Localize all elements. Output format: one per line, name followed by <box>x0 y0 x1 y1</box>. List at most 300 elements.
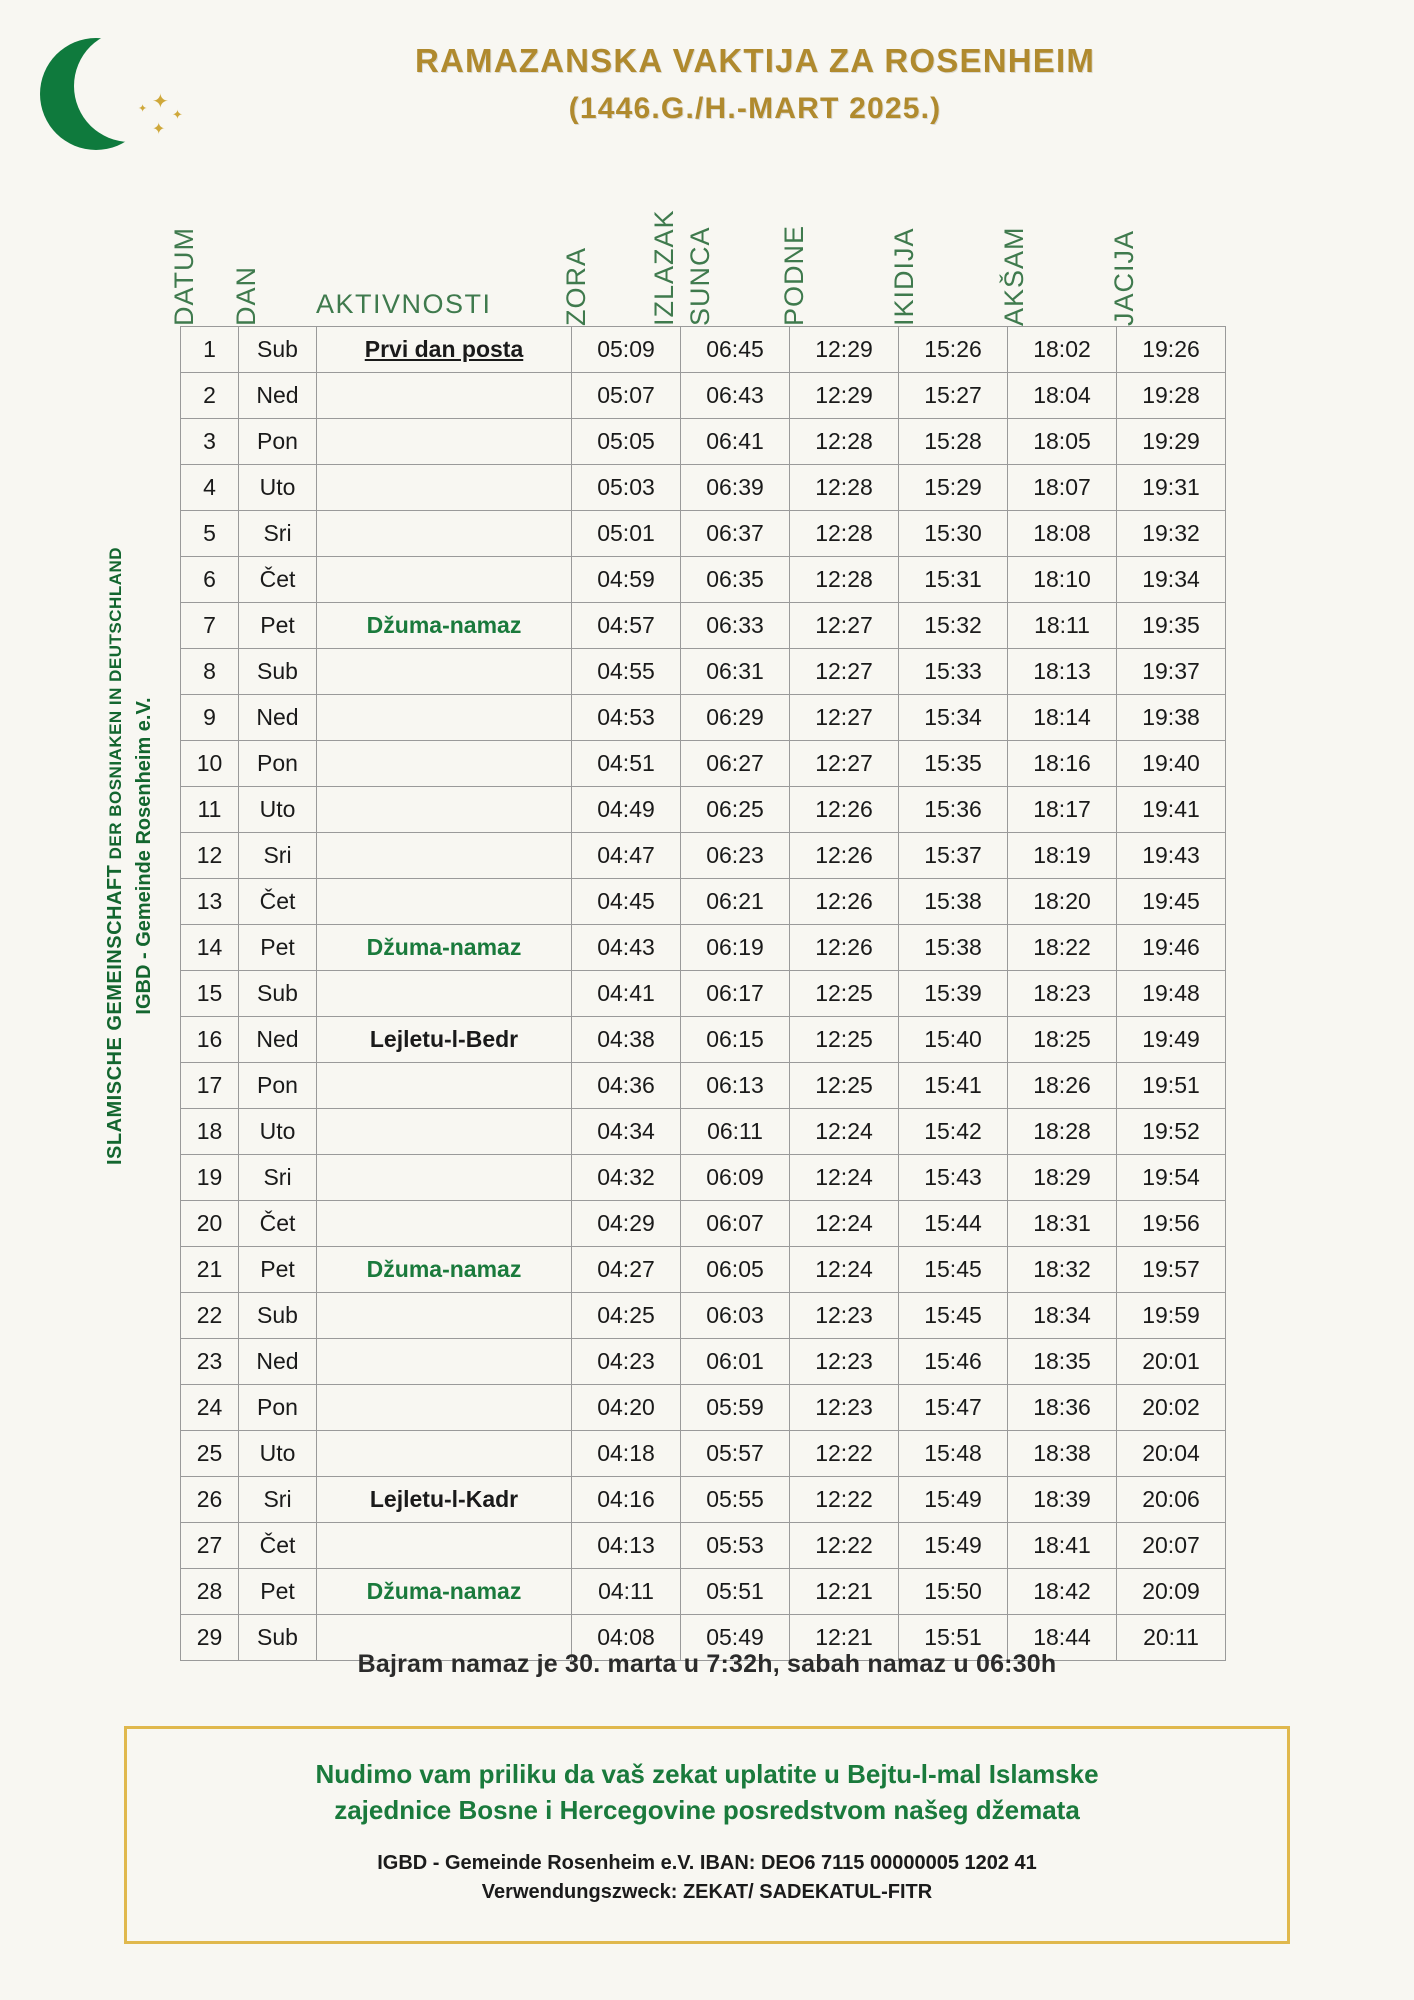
cell-aksam: 18:41 <box>1008 1523 1117 1569</box>
cell-podne: 12:26 <box>790 925 899 971</box>
cell-datum: 14 <box>181 925 239 971</box>
cell-jacija: 19:41 <box>1117 787 1226 833</box>
cell-dan: Pet <box>239 1569 317 1615</box>
table-row <box>181 1017 1226 1063</box>
table-row <box>181 1431 1226 1477</box>
cell-aktivnosti <box>317 1293 572 1339</box>
cell-dan: Uto <box>239 1431 317 1477</box>
cell-izlazak-sunca: 06:11 <box>681 1109 790 1155</box>
cell-dan: Uto <box>239 465 317 511</box>
cell-datum: 24 <box>181 1385 239 1431</box>
organization-name-strong: ISLAMISCHE GEMEINSCHAFT <box>104 864 126 1166</box>
cell-ikindija: 15:45 <box>899 1247 1008 1293</box>
cell-podne: 12:29 <box>790 373 899 419</box>
cell-datum: 5 <box>181 511 239 557</box>
cell-dan: Pet <box>239 603 317 649</box>
cell-dan: Uto <box>239 1109 317 1155</box>
cell-ikindija: 15:26 <box>899 327 1008 373</box>
cell-izlazak-sunca: 06:45 <box>681 327 790 373</box>
cell-aktivnosti: Džuma-namaz <box>317 1247 572 1293</box>
cell-ikindija: 15:38 <box>899 925 1008 971</box>
cell-aksam: 18:02 <box>1008 327 1117 373</box>
cell-dan: Sub <box>239 971 317 1017</box>
cell-aksam: 18:23 <box>1008 971 1117 1017</box>
cell-aksam: 18:10 <box>1008 557 1117 603</box>
page-title <box>170 42 1340 126</box>
cell-zora: 05:03 <box>572 465 681 511</box>
cell-dan: Sub <box>239 1615 317 1661</box>
cell-izlazak-sunca: 05:51 <box>681 1569 790 1615</box>
cell-datum: 8 <box>181 649 239 695</box>
cell-jacija: 19:35 <box>1117 603 1226 649</box>
table-row <box>181 695 1226 741</box>
cell-dan: Pet <box>239 925 317 971</box>
column-header-ikindija: IKIDIJA <box>889 227 919 326</box>
cell-zora: 04:49 <box>572 787 681 833</box>
cell-datum: 19 <box>181 1155 239 1201</box>
cell-jacija: 20:02 <box>1117 1385 1226 1431</box>
table-row <box>181 787 1226 833</box>
cell-ikindija: 15:37 <box>899 833 1008 879</box>
cell-ikindija: 15:28 <box>899 419 1008 465</box>
column-header-podne: PODNE <box>779 224 809 326</box>
cell-dan: Pon <box>239 1063 317 1109</box>
cell-ikindija: 15:49 <box>899 1477 1008 1523</box>
cell-izlazak-sunca: 06:39 <box>681 465 790 511</box>
table-row <box>181 971 1226 1017</box>
cell-aktivnosti <box>317 787 572 833</box>
cell-podne: 12:27 <box>790 649 899 695</box>
cell-dan: Pon <box>239 741 317 787</box>
cell-zora: 04:18 <box>572 1431 681 1477</box>
cell-aksam: 18:20 <box>1008 879 1117 925</box>
cell-podne: 12:24 <box>790 1201 899 1247</box>
cell-datum: 18 <box>181 1109 239 1155</box>
cell-ikindija: 15:35 <box>899 741 1008 787</box>
cell-datum: 28 <box>181 1569 239 1615</box>
table-row <box>181 1477 1226 1523</box>
column-header-izlazak-sunca: IZLAZAK <box>649 209 679 326</box>
cell-jacija: 19:29 <box>1117 419 1226 465</box>
star-icon: ✦ <box>172 107 183 122</box>
cell-aksam: 18:34 <box>1008 1293 1117 1339</box>
cell-aksam: 18:25 <box>1008 1017 1117 1063</box>
cell-aksam: 18:32 <box>1008 1247 1117 1293</box>
cell-izlazak-sunca: 06:03 <box>681 1293 790 1339</box>
cell-aksam: 18:07 <box>1008 465 1117 511</box>
cell-datum: 22 <box>181 1293 239 1339</box>
organization-name-line <box>104 536 127 1176</box>
cell-podne: 12:26 <box>790 787 899 833</box>
cell-jacija: 19:51 <box>1117 1063 1226 1109</box>
cell-aktivnosti <box>317 1063 572 1109</box>
cell-dan: Sub <box>239 1293 317 1339</box>
cell-aktivnosti: Lejletu-l-Bedr <box>317 1017 572 1063</box>
table-row <box>181 741 1226 787</box>
cell-dan: Ned <box>239 373 317 419</box>
cell-podne: 12:27 <box>790 603 899 649</box>
cell-aktivnosti <box>317 741 572 787</box>
star-icon: ✦ <box>152 91 169 113</box>
cell-ikindija: 15:50 <box>899 1569 1008 1615</box>
cell-aktivnosti <box>317 557 572 603</box>
cell-jacija: 19:32 <box>1117 511 1226 557</box>
cell-datum: 21 <box>181 1247 239 1293</box>
cell-jacija: 19:52 <box>1117 1109 1226 1155</box>
cell-podne: 12:22 <box>790 1431 899 1477</box>
cell-zora: 04:47 <box>572 833 681 879</box>
star-icon: ✦ <box>138 103 148 115</box>
cell-aksam: 18:05 <box>1008 419 1117 465</box>
cell-zora: 04:08 <box>572 1615 681 1661</box>
column-header-aktivnosti: AKTIVNOSTI <box>316 289 492 319</box>
cell-dan: Pon <box>239 419 317 465</box>
cell-izlazak-sunca: 06:13 <box>681 1063 790 1109</box>
table-row <box>181 1155 1226 1201</box>
cell-datum: 15 <box>181 971 239 1017</box>
cell-jacija: 19:46 <box>1117 925 1226 971</box>
zekat-info-box <box>124 1726 1290 1944</box>
cell-zora: 05:07 <box>572 373 681 419</box>
cell-aksam: 18:28 <box>1008 1109 1117 1155</box>
cell-izlazak-sunca: 06:33 <box>681 603 790 649</box>
cell-aktivnosti <box>317 1385 572 1431</box>
cell-jacija: 20:01 <box>1117 1339 1226 1385</box>
cell-podne: 12:24 <box>790 1109 899 1155</box>
cell-datum: 17 <box>181 1063 239 1109</box>
cell-zora: 04:23 <box>572 1339 681 1385</box>
cell-datum: 9 <box>181 695 239 741</box>
cell-dan: Čet <box>239 557 317 603</box>
column-header-dan: DAN <box>231 265 261 326</box>
table-row <box>181 373 1226 419</box>
cell-dan: Uto <box>239 787 317 833</box>
cell-ikindija: 15:45 <box>899 1293 1008 1339</box>
cell-zora: 04:32 <box>572 1155 681 1201</box>
cell-aksam: 18:16 <box>1008 741 1117 787</box>
table-row <box>181 1293 1226 1339</box>
cell-ikindija: 15:30 <box>899 511 1008 557</box>
cell-izlazak-sunca: 06:21 <box>681 879 790 925</box>
cell-ikindija: 15:42 <box>899 1109 1008 1155</box>
cell-podne: 12:21 <box>790 1615 899 1661</box>
cell-aktivnosti <box>317 879 572 925</box>
cell-aksam: 18:31 <box>1008 1201 1117 1247</box>
cell-jacija: 19:57 <box>1117 1247 1226 1293</box>
cell-podne: 12:27 <box>790 695 899 741</box>
cell-ikindija: 15:40 <box>899 1017 1008 1063</box>
iban-line: IGBD - Gemeinde Rosenheim e.V. IBAN: DEO6 7115 00000005 1202 41 <box>377 1851 1037 1874</box>
cell-datum: 27 <box>181 1523 239 1569</box>
cell-dan: Čet <box>239 879 317 925</box>
table-row <box>181 833 1226 879</box>
cell-ikindija: 15:34 <box>899 695 1008 741</box>
cell-izlazak-sunca: 06:07 <box>681 1201 790 1247</box>
cell-zora: 04:43 <box>572 925 681 971</box>
cell-ikindija: 15:51 <box>899 1615 1008 1661</box>
cell-aktivnosti: Prvi dan posta <box>317 327 572 373</box>
cell-zora: 04:13 <box>572 1523 681 1569</box>
cell-jacija: 19:34 <box>1117 557 1226 603</box>
cell-podne: 12:21 <box>790 1569 899 1615</box>
cell-izlazak-sunca: 06:35 <box>681 557 790 603</box>
cell-podne: 12:22 <box>790 1523 899 1569</box>
cell-jacija: 20:04 <box>1117 1431 1226 1477</box>
cell-aksam: 18:44 <box>1008 1615 1117 1661</box>
organization-branch: IGBD - Gemeinde Rosenheim e.V. <box>133 697 155 1015</box>
cell-zora: 04:59 <box>572 557 681 603</box>
cell-aktivnosti <box>317 1201 572 1247</box>
table-row <box>181 649 1226 695</box>
table-column-headers <box>169 150 1225 326</box>
column-header-izlazak-sunca-2: SUNCA <box>685 226 715 326</box>
cell-zora: 05:09 <box>572 327 681 373</box>
cell-izlazak-sunca: 05:49 <box>681 1615 790 1661</box>
cell-jacija: 19:54 <box>1117 1155 1226 1201</box>
cell-podne: 12:23 <box>790 1339 899 1385</box>
cell-podne: 12:24 <box>790 1247 899 1293</box>
cell-datum: 23 <box>181 1339 239 1385</box>
cell-podne: 12:28 <box>790 557 899 603</box>
cell-podne: 12:23 <box>790 1385 899 1431</box>
cell-podne: 12:28 <box>790 511 899 557</box>
cell-aktivnosti <box>317 465 572 511</box>
cell-aktivnosti <box>317 649 572 695</box>
cell-podne: 12:28 <box>790 465 899 511</box>
cell-aktivnosti <box>317 511 572 557</box>
cell-jacija: 19:59 <box>1117 1293 1226 1339</box>
cell-datum: 13 <box>181 879 239 925</box>
column-header-aksam: AKŠAM <box>999 226 1029 326</box>
cell-datum: 16 <box>181 1017 239 1063</box>
table-row <box>181 1523 1226 1569</box>
organization-sidetext <box>104 536 156 1176</box>
cell-aktivnosti <box>317 833 572 879</box>
cell-aktivnosti <box>317 1155 572 1201</box>
table-row <box>181 1339 1226 1385</box>
zekat-message-line-1: Nudimo vam priliku da vaš zekat uplatite u Bejtu-l-mal Islamske <box>315 1759 1099 1789</box>
cell-aksam: 18:11 <box>1008 603 1117 649</box>
cell-jacija: 20:06 <box>1117 1477 1226 1523</box>
cell-zora: 04:38 <box>572 1017 681 1063</box>
cell-datum: 29 <box>181 1615 239 1661</box>
cell-jacija: 20:09 <box>1117 1569 1226 1615</box>
cell-izlazak-sunca: 06:37 <box>681 511 790 557</box>
cell-ikindija: 15:33 <box>899 649 1008 695</box>
table-row <box>181 925 1226 971</box>
cell-aksam: 18:19 <box>1008 833 1117 879</box>
cell-aktivnosti <box>317 971 572 1017</box>
cell-dan: Ned <box>239 1017 317 1063</box>
cell-jacija: 20:07 <box>1117 1523 1226 1569</box>
cell-aksam: 18:22 <box>1008 925 1117 971</box>
title-line-1: RAMAZANSKA VAKTIJA ZA ROSENHEIM <box>414 42 1096 79</box>
cell-zora: 04:55 <box>572 649 681 695</box>
cell-dan: Čet <box>239 1201 317 1247</box>
cell-izlazak-sunca: 06:27 <box>681 741 790 787</box>
cell-izlazak-sunca: 06:29 <box>681 695 790 741</box>
bank-details <box>127 1849 1287 1907</box>
prayer-times-table <box>180 326 1226 1661</box>
cell-aksam: 18:13 <box>1008 649 1117 695</box>
cell-aksam: 18:26 <box>1008 1063 1117 1109</box>
prayer-times-table-wrap <box>180 326 1225 1661</box>
cell-zora: 04:45 <box>572 879 681 925</box>
cell-datum: 3 <box>181 419 239 465</box>
cell-dan: Pet <box>239 1247 317 1293</box>
cell-zora: 04:25 <box>572 1293 681 1339</box>
table-row <box>181 511 1226 557</box>
star-icon: ✦ <box>152 121 166 138</box>
cell-aksam: 18:04 <box>1008 373 1117 419</box>
cell-jacija: 20:11 <box>1117 1615 1226 1661</box>
cell-aktivnosti <box>317 1109 572 1155</box>
cell-izlazak-sunca: 05:55 <box>681 1477 790 1523</box>
cell-podne: 12:25 <box>790 971 899 1017</box>
cell-izlazak-sunca: 06:31 <box>681 649 790 695</box>
cell-podne: 12:25 <box>790 1017 899 1063</box>
cell-aksam: 18:39 <box>1008 1477 1117 1523</box>
cell-jacija: 19:37 <box>1117 649 1226 695</box>
cell-aktivnosti <box>317 1431 572 1477</box>
cell-zora: 04:51 <box>572 741 681 787</box>
cell-izlazak-sunca: 06:19 <box>681 925 790 971</box>
table-row <box>181 1385 1226 1431</box>
cell-datum: 11 <box>181 787 239 833</box>
cell-datum: 12 <box>181 833 239 879</box>
table-row <box>181 603 1226 649</box>
cell-podne: 12:27 <box>790 741 899 787</box>
cell-aktivnosti <box>317 1523 572 1569</box>
cell-ikindija: 15:36 <box>899 787 1008 833</box>
cell-aksam: 18:36 <box>1008 1385 1117 1431</box>
cell-zora: 04:11 <box>572 1569 681 1615</box>
cell-podne: 12:24 <box>790 1155 899 1201</box>
cell-dan: Sri <box>239 833 317 879</box>
cell-zora: 04:27 <box>572 1247 681 1293</box>
cell-aktivnosti <box>317 1339 572 1385</box>
cell-izlazak-sunca: 06:43 <box>681 373 790 419</box>
cell-podne: 12:29 <box>790 327 899 373</box>
table-row <box>181 1247 1226 1293</box>
cell-aksam: 18:38 <box>1008 1431 1117 1477</box>
table-row <box>181 327 1226 373</box>
cell-dan: Sri <box>239 1155 317 1201</box>
cell-ikindija: 15:32 <box>899 603 1008 649</box>
cell-zora: 04:53 <box>572 695 681 741</box>
table-row <box>181 419 1226 465</box>
column-header-zora: ZORA <box>561 246 591 326</box>
cell-izlazak-sunca: 06:41 <box>681 419 790 465</box>
cell-izlazak-sunca: 06:05 <box>681 1247 790 1293</box>
cell-izlazak-sunca: 05:53 <box>681 1523 790 1569</box>
cell-zora: 04:20 <box>572 1385 681 1431</box>
cell-izlazak-sunca: 06:09 <box>681 1155 790 1201</box>
cell-podne: 12:25 <box>790 1063 899 1109</box>
cell-dan: Sub <box>239 327 317 373</box>
cell-dan: Ned <box>239 695 317 741</box>
cell-zora: 05:05 <box>572 419 681 465</box>
cell-ikindija: 15:47 <box>899 1385 1008 1431</box>
cell-izlazak-sunca: 06:15 <box>681 1017 790 1063</box>
crescent-moon-icon <box>40 30 190 160</box>
cell-aktivnosti: Džuma-namaz <box>317 1569 572 1615</box>
cell-ikindija: 15:44 <box>899 1201 1008 1247</box>
cell-jacija: 19:48 <box>1117 971 1226 1017</box>
cell-aksam: 18:14 <box>1008 695 1117 741</box>
cell-zora: 05:01 <box>572 511 681 557</box>
cell-zora: 04:57 <box>572 603 681 649</box>
table-row <box>181 1569 1226 1615</box>
cell-datum: 4 <box>181 465 239 511</box>
organization-name-rest: DER BOSNIAKEN IN DEUTSCHLAND <box>106 546 125 865</box>
table-row <box>181 1063 1226 1109</box>
cell-ikindija: 15:29 <box>899 465 1008 511</box>
table-row <box>181 1201 1226 1247</box>
cell-dan: Ned <box>239 1339 317 1385</box>
cell-izlazak-sunca: 06:01 <box>681 1339 790 1385</box>
cell-datum: 10 <box>181 741 239 787</box>
cell-jacija: 19:49 <box>1117 1017 1226 1063</box>
cell-aksam: 18:42 <box>1008 1569 1117 1615</box>
cell-jacija: 19:28 <box>1117 373 1226 419</box>
cell-dan: Čet <box>239 1523 317 1569</box>
cell-jacija: 19:40 <box>1117 741 1226 787</box>
cell-podne: 12:26 <box>790 879 899 925</box>
table-row <box>181 465 1226 511</box>
cell-izlazak-sunca: 06:23 <box>681 833 790 879</box>
cell-aksam: 18:29 <box>1008 1155 1117 1201</box>
cell-datum: 25 <box>181 1431 239 1477</box>
cell-dan: Sri <box>239 1477 317 1523</box>
cell-ikindija: 15:46 <box>899 1339 1008 1385</box>
cell-dan: Pon <box>239 1385 317 1431</box>
cell-izlazak-sunca: 06:25 <box>681 787 790 833</box>
table-row <box>181 557 1226 603</box>
cell-ikindija: 15:31 <box>899 557 1008 603</box>
cell-dan: Sri <box>239 511 317 557</box>
cell-jacija: 19:56 <box>1117 1201 1226 1247</box>
cell-izlazak-sunca: 05:57 <box>681 1431 790 1477</box>
cell-zora: 04:34 <box>572 1109 681 1155</box>
cell-ikindija: 15:41 <box>899 1063 1008 1109</box>
bajram-note: Bajram namaz je 30. marta u 7:32h, sabah namaz u 06:30h <box>357 1650 1057 1678</box>
cell-aksam: 18:17 <box>1008 787 1117 833</box>
title-line-2: (1446.G./H.-MART 2025.) <box>568 92 942 125</box>
cell-ikindija: 15:48 <box>899 1431 1008 1477</box>
cell-aktivnosti: Džuma-namaz <box>317 925 572 971</box>
cell-ikindija: 15:39 <box>899 971 1008 1017</box>
cell-aktivnosti <box>317 373 572 419</box>
table-row <box>181 879 1226 925</box>
cell-dan: Sub <box>239 649 317 695</box>
cell-zora: 04:41 <box>572 971 681 1017</box>
cell-ikindija: 15:38 <box>899 879 1008 925</box>
cell-podne: 12:26 <box>790 833 899 879</box>
column-header-jacija: JACIJA <box>1109 229 1139 326</box>
cell-zora: 04:16 <box>572 1477 681 1523</box>
cell-datum: 20 <box>181 1201 239 1247</box>
cell-podne: 12:22 <box>790 1477 899 1523</box>
cell-podne: 12:28 <box>790 419 899 465</box>
cell-izlazak-sunca: 05:59 <box>681 1385 790 1431</box>
cell-jacija: 19:26 <box>1117 327 1226 373</box>
column-header-datum: DATUM <box>169 227 199 326</box>
cell-jacija: 19:31 <box>1117 465 1226 511</box>
cell-aktivnosti: Džuma-namaz <box>317 603 572 649</box>
cell-ikindija: 15:49 <box>899 1523 1008 1569</box>
purpose-line: Verwendungszweck: ZEKAT/ SADEKATUL-FITR <box>481 1880 933 1903</box>
